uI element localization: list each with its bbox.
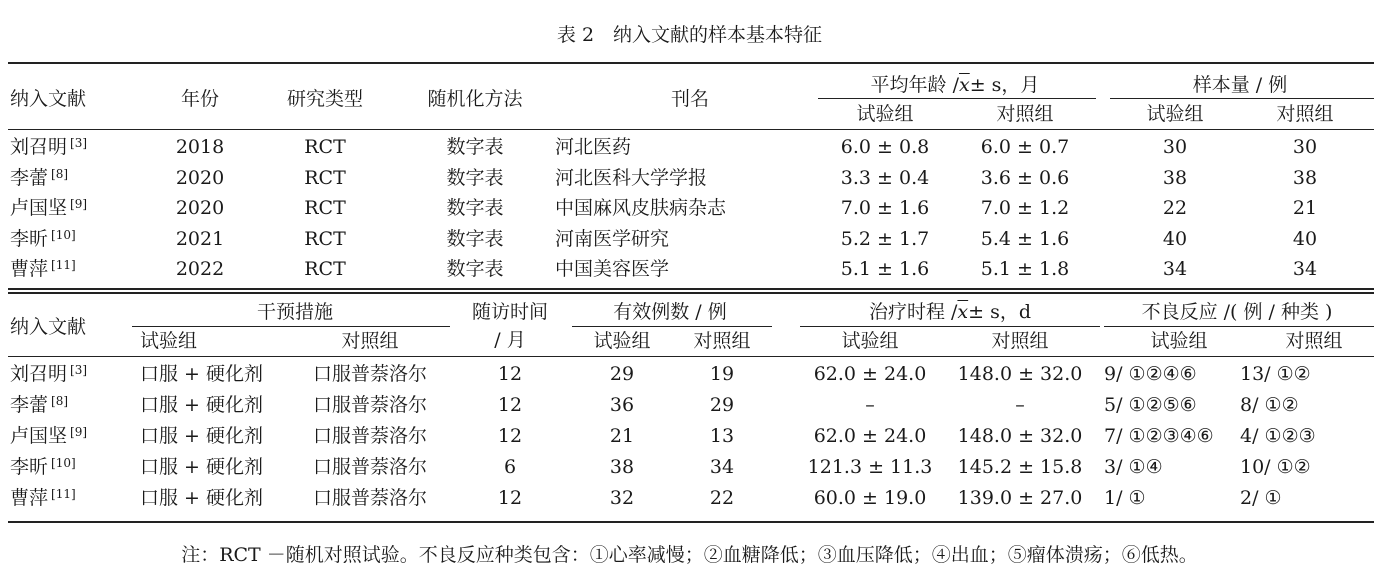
table-caption: 表 2 纳入文献的样本基本特征 <box>556 24 823 46</box>
t1-cell-method: 数字表 <box>446 166 504 189</box>
t1-cell-age-c: 5.4 ± 1.6 <box>980 227 1070 250</box>
t1-cell-journal: 中国麻风皮肤病杂志 <box>555 197 727 219</box>
reference-number: [3] <box>70 136 88 150</box>
t2-cell-adv-c: 8/ ①② <box>1240 394 1299 416</box>
t2-cell-int-e: 口服 + 硬化剂 <box>140 487 263 509</box>
t1-cell-year: 2020 <box>175 197 225 219</box>
t2-header-literature: 纳入文献 <box>10 316 87 338</box>
t1-cell-type: RCT <box>304 166 346 189</box>
t1-cell-type: RCT <box>304 136 346 158</box>
t1-cell-n-e: 34 <box>1162 258 1188 280</box>
table1-top-rule <box>8 62 1374 64</box>
t1-header-randomization: 随机化方法 <box>427 88 523 110</box>
author-name: 卢国坚 <box>10 197 68 219</box>
table1-header-rule <box>8 129 1374 130</box>
reference-number: [11] <box>51 487 76 501</box>
author-name: 李昕 <box>10 456 49 478</box>
t2-cell-adv-c: 10/ ①② <box>1240 456 1311 478</box>
t2-cell-follow: 12 <box>497 425 523 447</box>
author-name: 曹萍 <box>10 487 49 509</box>
author-name: 刘召明 <box>10 363 68 385</box>
t1-cell-type: RCT <box>304 258 346 280</box>
t1-header-sample-exp: 试验组 <box>1146 103 1204 125</box>
t2-cell-eff-c: 19 <box>709 363 735 385</box>
t2-cell-dur-e: 121.3 ± 11.3 <box>807 456 933 478</box>
xbar-symbol: $\overline{x}$ <box>959 74 970 96</box>
t2-cell-adv-e: 1/ ① <box>1104 487 1146 509</box>
t2-header-effective: 有效例数 / 例 <box>613 301 727 323</box>
xbar-symbol: $\overline{x}$ <box>957 301 969 323</box>
t2-cell-dur-c: – <box>1015 394 1025 416</box>
t2-header-int-exp: 试验组 <box>140 330 198 352</box>
reference-number: [8] <box>51 394 69 408</box>
t2-cell-dur-e: 60.0 ± 19.0 <box>813 487 927 509</box>
t2-cell-eff-c: 29 <box>709 394 735 416</box>
t2-duration-subrule <box>800 326 1100 327</box>
t1-cell-age-e: 3.3 ± 0.4 <box>840 166 930 189</box>
t1-cell-n-e: 30 <box>1162 136 1188 158</box>
t1-header-literature: 纳入文献 <box>10 88 87 110</box>
t2-cell-follow: 12 <box>497 394 523 416</box>
t2-header-adv-ctrl: 对照组 <box>1285 330 1343 352</box>
author-name: 李蕾 <box>10 394 49 416</box>
t1-cell-n-e: 38 <box>1162 166 1188 189</box>
t2-intervention-subrule <box>132 326 450 327</box>
t1-cell-year: 2021 <box>175 227 225 250</box>
t2-cell-dur-c: 148.0 ± 32.0 <box>957 425 1083 447</box>
t1-cell-method: 数字表 <box>446 197 504 219</box>
reference-number: [10] <box>51 227 76 242</box>
author-cell <box>10 165 68 191</box>
t2-cell-dur-c: 145.2 ± 15.8 <box>957 456 1083 478</box>
t2-cell-adv-c: 4/ ①②③ <box>1240 425 1316 447</box>
t1-cell-year: 2022 <box>175 258 225 280</box>
t2-cell-adv-e: 3/ ①④ <box>1104 456 1163 478</box>
t2-cell-follow: 12 <box>497 363 523 385</box>
t1-cell-type: RCT <box>304 227 346 250</box>
t2-cell-adv-e: 9/ ①②④⑥ <box>1104 363 1197 385</box>
t1-cell-n-c: 21 <box>1292 197 1318 219</box>
t1-cell-n-e: 40 <box>1162 227 1188 250</box>
t1-cell-method: 数字表 <box>446 258 504 280</box>
author-cell <box>10 134 87 160</box>
t1-cell-n-c: 40 <box>1292 227 1318 250</box>
t1-cell-age-c: 6.0 ± 0.7 <box>980 136 1070 158</box>
reference-number: [11] <box>51 258 76 272</box>
t2-cell-int-c: 口服普萘洛尔 <box>312 394 427 416</box>
t1-header-age-ctrl: 对照组 <box>996 103 1054 125</box>
author-cell <box>10 195 87 221</box>
t1-cell-age-c: 3.6 ± 0.6 <box>980 166 1070 189</box>
t2-cell-follow: 12 <box>497 487 523 509</box>
t2-cell-int-c: 口服普萘洛尔 <box>312 487 427 509</box>
t1-cell-journal: 河南医学研究 <box>555 227 670 250</box>
t2-cell-dur-c: 139.0 ± 27.0 <box>957 487 1083 509</box>
author-cell <box>10 256 76 282</box>
t1-cell-method: 数字表 <box>446 136 504 158</box>
author-name: 李蕾 <box>10 166 49 189</box>
t2-cell-dur-c: 148.0 ± 32.0 <box>957 363 1083 385</box>
reference-number: [9] <box>70 197 88 211</box>
table-note: 注：RCT －随机对照试验。不良反应种类包含：①心率减慢；②血糖降低；③血压降低；④出血；⑤瘤体溃疡；⑥低热。 <box>181 544 1198 566</box>
t1-cell-journal: 中国美容医学 <box>555 258 670 280</box>
t1-cell-n-c: 30 <box>1292 136 1318 158</box>
table2-bottom-rule <box>8 521 1374 523</box>
t1-cell-n-c: 38 <box>1292 166 1318 189</box>
t2-cell-eff-e: 38 <box>609 456 635 478</box>
t1-cell-age-c: 7.0 ± 1.2 <box>980 197 1070 219</box>
t1-header-age-exp: 试验组 <box>856 103 914 125</box>
t2-cell-eff-c: 34 <box>709 456 735 478</box>
t2-cell-eff-e: 36 <box>609 394 635 416</box>
t1-age-subrule <box>818 98 1096 99</box>
t2-adverse-subrule <box>1104 326 1374 327</box>
t2-header-followup-unit: / 月 <box>494 329 526 351</box>
t2-cell-dur-e: 62.0 ± 24.0 <box>813 425 927 447</box>
t1-sample-subrule <box>1110 98 1374 99</box>
author-cell <box>10 361 87 387</box>
t2-header-eff-exp: 试验组 <box>593 330 651 352</box>
t2-effective-subrule <box>572 326 772 327</box>
t2-header-adverse: 不良反应 /( 例 / 种类 ) <box>1141 301 1333 323</box>
t2-cell-int-e: 口服 + 硬化剂 <box>140 363 263 385</box>
t2-header-intervention: 干预措施 <box>256 301 333 323</box>
author-cell <box>10 485 76 511</box>
t2-cell-int-c: 口服普萘洛尔 <box>312 363 427 385</box>
t2-cell-dur-e: – <box>865 394 875 416</box>
t2-header-duration: 治疗时程 $/\overline{x}\pm s$，d <box>868 301 1032 323</box>
t2-cell-int-c: 口服普萘洛尔 <box>312 456 427 478</box>
t2-cell-int-e: 口服 + 硬化剂 <box>140 456 263 478</box>
t2-cell-adv-c: 2/ ① <box>1240 487 1282 509</box>
t2-header-adv-exp: 试验组 <box>1150 330 1208 352</box>
reference-number: [3] <box>70 363 88 377</box>
t1-header-sample: 样本量 / 例 <box>1192 74 1288 96</box>
t1-cell-n-e: 22 <box>1162 197 1188 219</box>
t1-cell-age-e: 6.0 ± 0.8 <box>840 136 930 158</box>
t1-cell-type: RCT <box>304 197 346 219</box>
t1-cell-age-e: 7.0 ± 1.6 <box>840 197 930 219</box>
t1-cell-method: 数字表 <box>446 227 504 250</box>
author-name: 曹萍 <box>10 258 49 280</box>
t2-cell-adv-c: 13/ ①② <box>1240 363 1311 385</box>
t2-cell-adv-e: 7/ ①②③④⑥ <box>1104 425 1214 447</box>
t1-header-study-type: 研究类型 <box>286 88 363 110</box>
author-name: 李昕 <box>10 227 49 250</box>
t1-cell-n-c: 34 <box>1292 258 1318 280</box>
t2-header-dur-ctrl: 对照组 <box>991 330 1049 352</box>
t2-cell-follow: 6 <box>503 456 517 478</box>
t1-cell-journal: 河北医科大学学报 <box>555 166 708 189</box>
t2-cell-eff-c: 22 <box>709 487 735 509</box>
t2-cell-eff-e: 32 <box>609 487 635 509</box>
table2-top-rule <box>8 292 1374 294</box>
t2-header-followup: 随访时间 <box>471 301 548 323</box>
author-cell <box>10 423 87 449</box>
reference-number: [8] <box>51 166 69 181</box>
table2-header-rule <box>8 356 1374 357</box>
t1-cell-age-e: 5.2 ± 1.7 <box>840 227 930 250</box>
t2-cell-dur-e: 62.0 ± 24.0 <box>813 363 927 385</box>
t1-header-year: 年份 <box>180 88 219 110</box>
author-name: 卢国坚 <box>10 425 68 447</box>
t1-cell-age-c: 5.1 ± 1.8 <box>980 258 1070 280</box>
t2-cell-eff-e: 29 <box>609 363 635 385</box>
t1-header-sample-ctrl: 对照组 <box>1276 103 1334 125</box>
t1-header-age: 平均年龄 $/\overline{x}\pm s$，月 <box>870 74 1040 96</box>
t1-header-journal: 刊名 <box>670 88 709 110</box>
t2-header-eff-ctrl: 对照组 <box>693 330 751 352</box>
author-name: 刘召明 <box>10 136 68 158</box>
t2-cell-adv-e: 5/ ①②⑤⑥ <box>1104 394 1197 416</box>
t2-header-int-ctrl: 对照组 <box>341 330 399 352</box>
t2-cell-int-e: 口服 + 硬化剂 <box>140 425 263 447</box>
t1-cell-journal: 河北医药 <box>555 136 632 158</box>
author-cell <box>10 454 76 480</box>
author-cell <box>10 392 68 418</box>
t2-cell-eff-c: 13 <box>709 425 735 447</box>
t1-cell-age-e: 5.1 ± 1.6 <box>840 258 930 280</box>
t1-cell-year: 2018 <box>175 136 225 158</box>
reference-number: [9] <box>70 425 88 439</box>
author-cell <box>10 226 76 252</box>
table1-bottom-rule <box>8 288 1374 290</box>
t2-cell-eff-e: 21 <box>609 425 635 447</box>
t1-cell-year: 2020 <box>175 166 225 189</box>
t2-cell-int-c: 口服普萘洛尔 <box>312 425 427 447</box>
reference-number: [10] <box>51 456 76 470</box>
t2-header-dur-exp: 试验组 <box>841 330 899 352</box>
t2-cell-int-e: 口服 + 硬化剂 <box>140 394 263 416</box>
